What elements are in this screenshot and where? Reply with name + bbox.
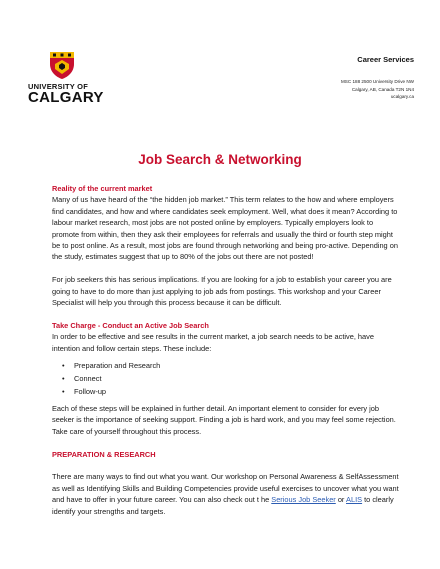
address-line: Calgary, AB, Canada T2N 1N4	[351, 86, 414, 92]
paragraph-active-search-intro: In order to be effective and see results in the current market, a job search needs to be active, have intention and follow certain steps. These include:	[52, 332, 374, 353]
paragraph-text: to clearly identify your strengths and targets.	[52, 495, 394, 516]
section-heading-reality: Reality of the current market	[52, 184, 153, 193]
section-heading-take-charge: Take Charge - Conduct an Active Job Search	[52, 320, 209, 330]
section-heading-preparation: PREPARATION & RESEARCH	[52, 449, 156, 459]
address-block	[341, 78, 414, 101]
paragraph-text: There are many ways to find out what you want. Our workshop on Personal Awareness & SelfAssessment as well as Identifying Skills and Building Competencies provide useful exercises to uncover what you want and have to offer in your future career. You can also check out t he	[52, 472, 399, 505]
paragraph-implications: For job seekers this has serious implications. If you are looking for a job to establish your career you are going to have to do more than just applying to job ads from postings. This workshop and your Career Specialist will help you through this process because it can be difficult.	[52, 275, 392, 308]
list-item: • Connect	[52, 372, 402, 385]
paragraph-text: or	[335, 495, 347, 505]
logo-line-calgary: CALGARY	[28, 89, 104, 106]
steps-list	[52, 359, 402, 398]
list-item: • Preparation and Research	[52, 359, 402, 372]
document-body	[52, 183, 402, 517]
university-logo	[28, 50, 104, 106]
document-title: Job Search & Networking	[138, 152, 302, 167]
serious-job-seeker-link[interactable]: Serious Job Seeker	[271, 495, 336, 505]
paragraph-seeking-support: Each of these steps will be explained in further detail. An important element to consider for every job seeker is the importance of seeking support. Finding a job is hard work, and you may feel some rejection. Take care of yourself throughout this process.	[52, 404, 396, 436]
paragraph-hidden-job-market: Many of us have heard of the “the hidden job market.” This term relates to the how and where employers find candidates, and how and where candidates seek employment. Well, what does it mean? According to labour market research, most jobs are not posted online by employers. Typically employers look to promote from within, then they ask their employees for referrals and usually the third or fourth step might be to post online. As a result, most jobs are found through networking and being pro-active. Depending on the study, estimates suggest that up to 80% of the jobs out there are not posted!	[52, 195, 398, 262]
department-name: Career Services	[357, 55, 414, 64]
address-line: MSC 188 2500 University Drive NW	[340, 79, 414, 84]
alis-link[interactable]: ALIS	[346, 495, 363, 505]
paragraph-preparation	[52, 471, 402, 517]
logo-line-university-of: UNIVERSITY OF	[28, 82, 88, 91]
university-crest-icon	[48, 50, 76, 80]
list-item: • Follow-up	[52, 385, 402, 398]
address-website: ucalgary.ca	[390, 94, 414, 99]
